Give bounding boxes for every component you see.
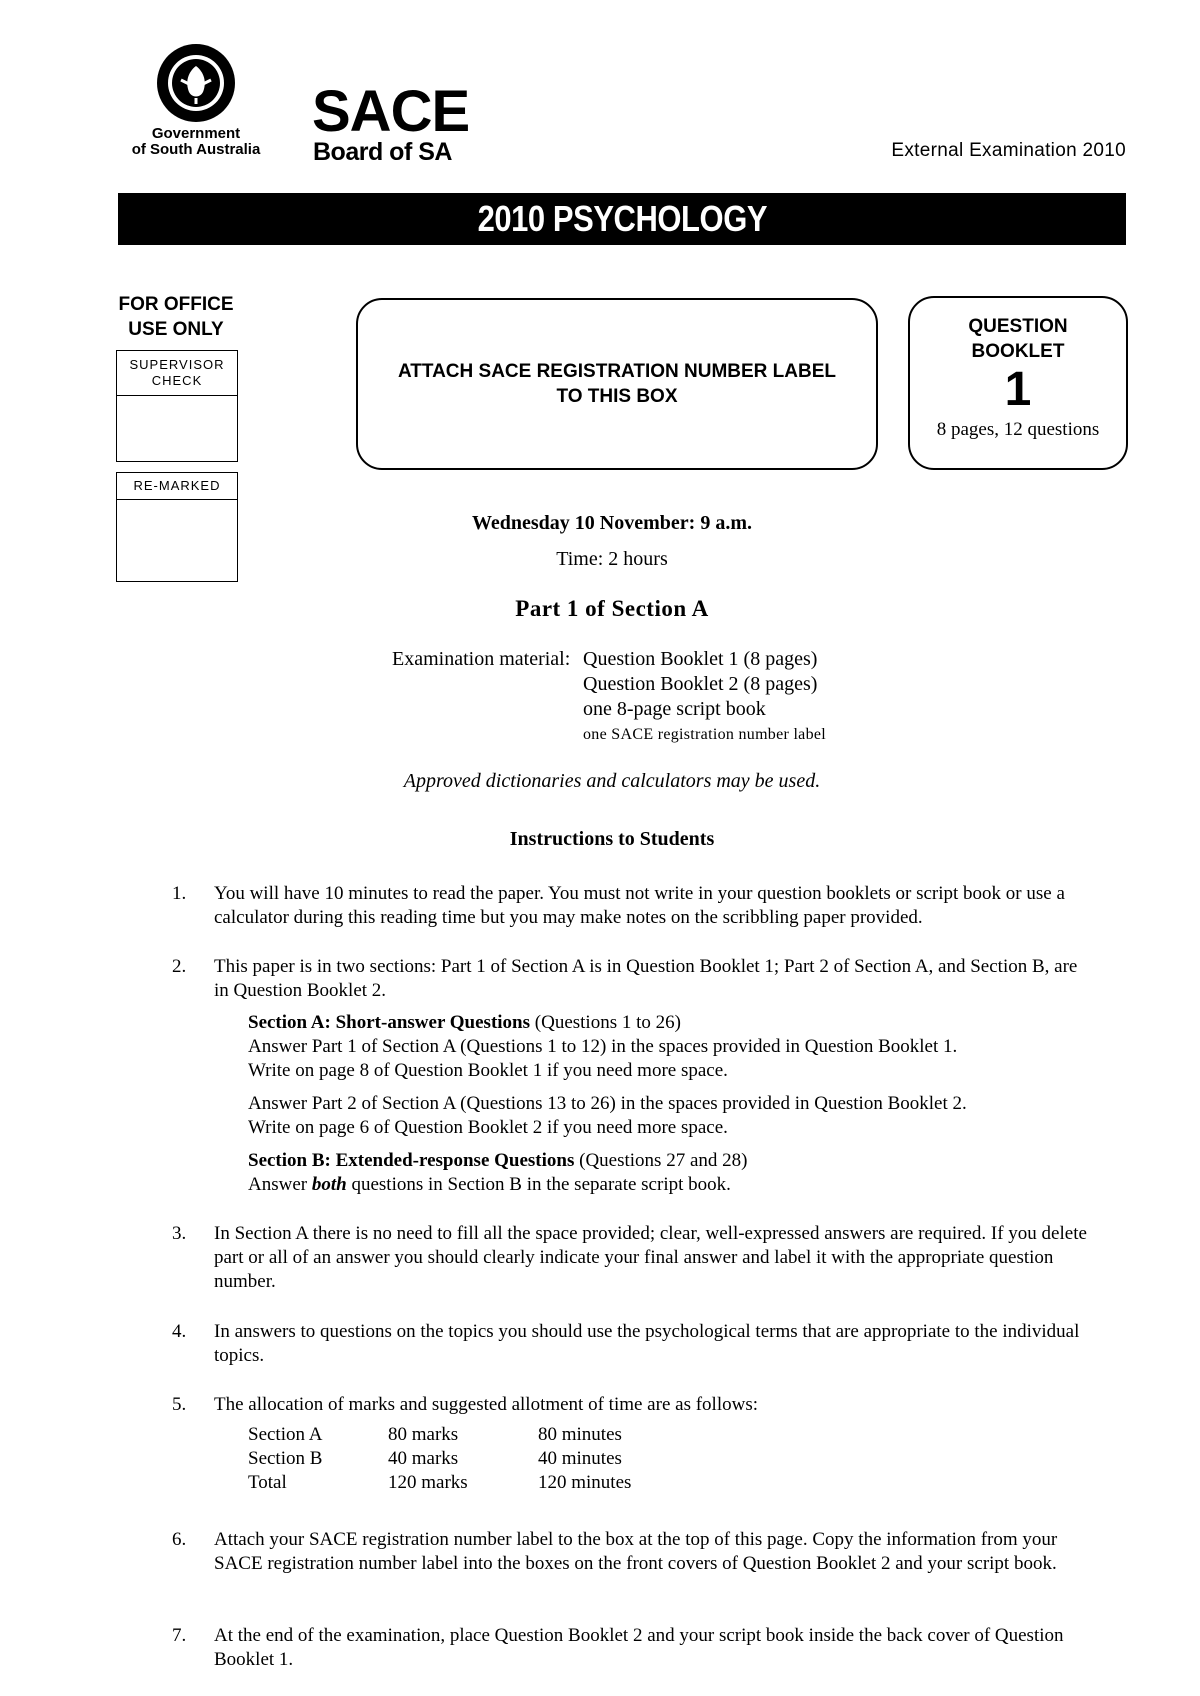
instruction-text: In Section A there is no need to fill all the space provided; clear, well-expressed answers are required. If you delete part or all of an answer you should clearly indicate your final answer and label it with the appropriate question number. [214,1223,1087,1292]
allocation-section: Section B [248,1448,323,1469]
section-a-range: (Questions 1 to 26) [534,1012,681,1033]
office-label-line1: FOR OFFICE [118,294,234,315]
allocation-marks: 40 marks [388,1448,459,1469]
instruction-number: 6. [172,1529,187,1550]
sace-title: SACE [312,79,470,144]
government-line2: of South Australia [131,141,261,158]
instruction-text: You will have 10 minutes to read the paper. You must not write in your question booklets or script book or use a calculator during this reading time but you may make notes on the scribbling paper provided. [214,883,1065,928]
question-booklet-box [908,296,1128,470]
instruction-item [172,882,1092,930]
office-label-line2: USE ONLY [128,319,224,340]
instruction-text: The allocation of marks and suggested allotment of time are as follows: [214,1394,758,1415]
instruction-number: 4. [172,1321,187,1342]
section-a-line: Write on page 8 of Question Booklet 1 if you need more space. [248,1060,728,1081]
section-a-line: Answer Part 1 of Section A (Questions 1 to 12) in the spaces provided in Question Booklet 1. [248,1036,958,1057]
title-bar [118,193,1126,245]
material-item: Question Booklet 1 (8 pages) [583,648,818,670]
allocation-minutes: 40 minutes [538,1448,622,1469]
part-title: Part 1 of Section A [515,596,709,621]
booklet-label-line1: QUESTION [968,316,1068,337]
allocation-table [248,1423,631,1495]
section-b-range: (Questions 27 and 28) [579,1150,748,1171]
government-text [116,126,276,158]
instruction-number: 1. [172,883,187,904]
exam-date: Wednesday 10 November: 9 a.m. [472,512,752,534]
section-a-line: Write on page 6 of Question Booklet 2 if you need more space. [248,1117,728,1138]
instruction-number: 3. [172,1223,187,1244]
government-crest-logo [155,42,237,124]
approved-note: Approved dictionaries and calculators may be used. [403,770,821,792]
supervisor-check-box [116,350,238,462]
allocation-marks: 80 marks [388,1424,459,1445]
section-a-block [248,1011,1092,1197]
registration-label-box [356,298,878,470]
allocation-marks: 120 marks [388,1472,468,1493]
instruction-item [172,955,1092,1197]
registration-line2: TO THIS BOX [556,386,678,407]
exam-time: Time: 2 hours [556,548,668,570]
instruction-item [172,1624,1092,1672]
remarked-header: RE-MARKED [117,473,237,500]
instruction-item [172,1222,1092,1294]
material-item: Question Booklet 2 (8 pages) [583,673,818,695]
section-a-line: Answer Part 2 of Section A (Questions 13 to 26) in the spaces provided in Question Booklet 2. [248,1093,967,1114]
material-item: one 8-page script book [583,698,766,720]
sace-subtitle: Board of SA [313,138,452,166]
instruction-number: 7. [172,1625,187,1646]
supervisor-line2: CHECK [151,373,203,388]
table-row [248,1471,631,1495]
office-use-label [116,292,236,342]
allocation-section: Total [248,1472,287,1493]
section-b-line [248,1173,1092,1197]
instruction-text: In answers to questions on the topics you should use the psychological terms that are appropriate to the individual topics. [214,1321,1080,1366]
section-b-line-emphasis: both [311,1174,347,1195]
booklet-number: 1 [1004,363,1032,416]
allocation-section: Section A [248,1424,323,1445]
allocation-minutes: 80 minutes [538,1424,622,1445]
instructions-title: Instructions to Students [509,828,715,850]
section-a-heading: Section A: Short-answer Questions [248,1012,531,1033]
supervisor-line1: SUPERVISOR [129,357,225,372]
instruction-text: At the end of the examination, place Question Booklet 2 and your script book inside the back cover of Question Booklet 1. [214,1625,1064,1670]
section-b-line-post: questions in Section B in the separate script book. [351,1174,731,1195]
section-b-heading: Section B: Extended-response Questions [248,1150,575,1171]
registration-line1: ATTACH SACE REGISTRATION NUMBER LABEL [397,361,837,382]
instruction-text: This paper is in two sections: Part 1 of Section A is in Question Booklet 1; Part 2 of Section A, and Section B, are in Question Booklet 2. [214,956,1078,1001]
booklet-pages: 8 pages, 12 questions [936,419,1100,440]
instruction-number: 2. [172,956,187,977]
table-row [248,1447,631,1471]
supervisor-check-header [117,351,237,396]
instruction-item [172,1393,1092,1495]
table-row [248,1423,631,1447]
material-label: Examination material: [392,648,571,670]
government-line1: Government [151,125,241,142]
instruction-text: Attach your SACE registration number label to the box at the top of this page. Copy the information from your SACE registration number label into the boxes on the front covers of Question Booklet 2 and your script book. [214,1529,1058,1574]
page-title: 2010 PSYCHOLOGY [477,198,767,239]
section-b-line-pre: Answer [248,1174,308,1195]
exam-type: External Examination 2010 [891,140,1126,161]
booklet-label [910,314,1126,364]
material-item: one SACE registration number label [583,726,827,743]
instruction-item [172,1528,1092,1576]
booklet-label-line2: BOOKLET [971,341,1065,362]
instruction-number: 5. [172,1394,187,1415]
material-list [583,647,826,747]
instruction-item [172,1320,1092,1368]
allocation-minutes: 120 minutes [538,1472,632,1493]
